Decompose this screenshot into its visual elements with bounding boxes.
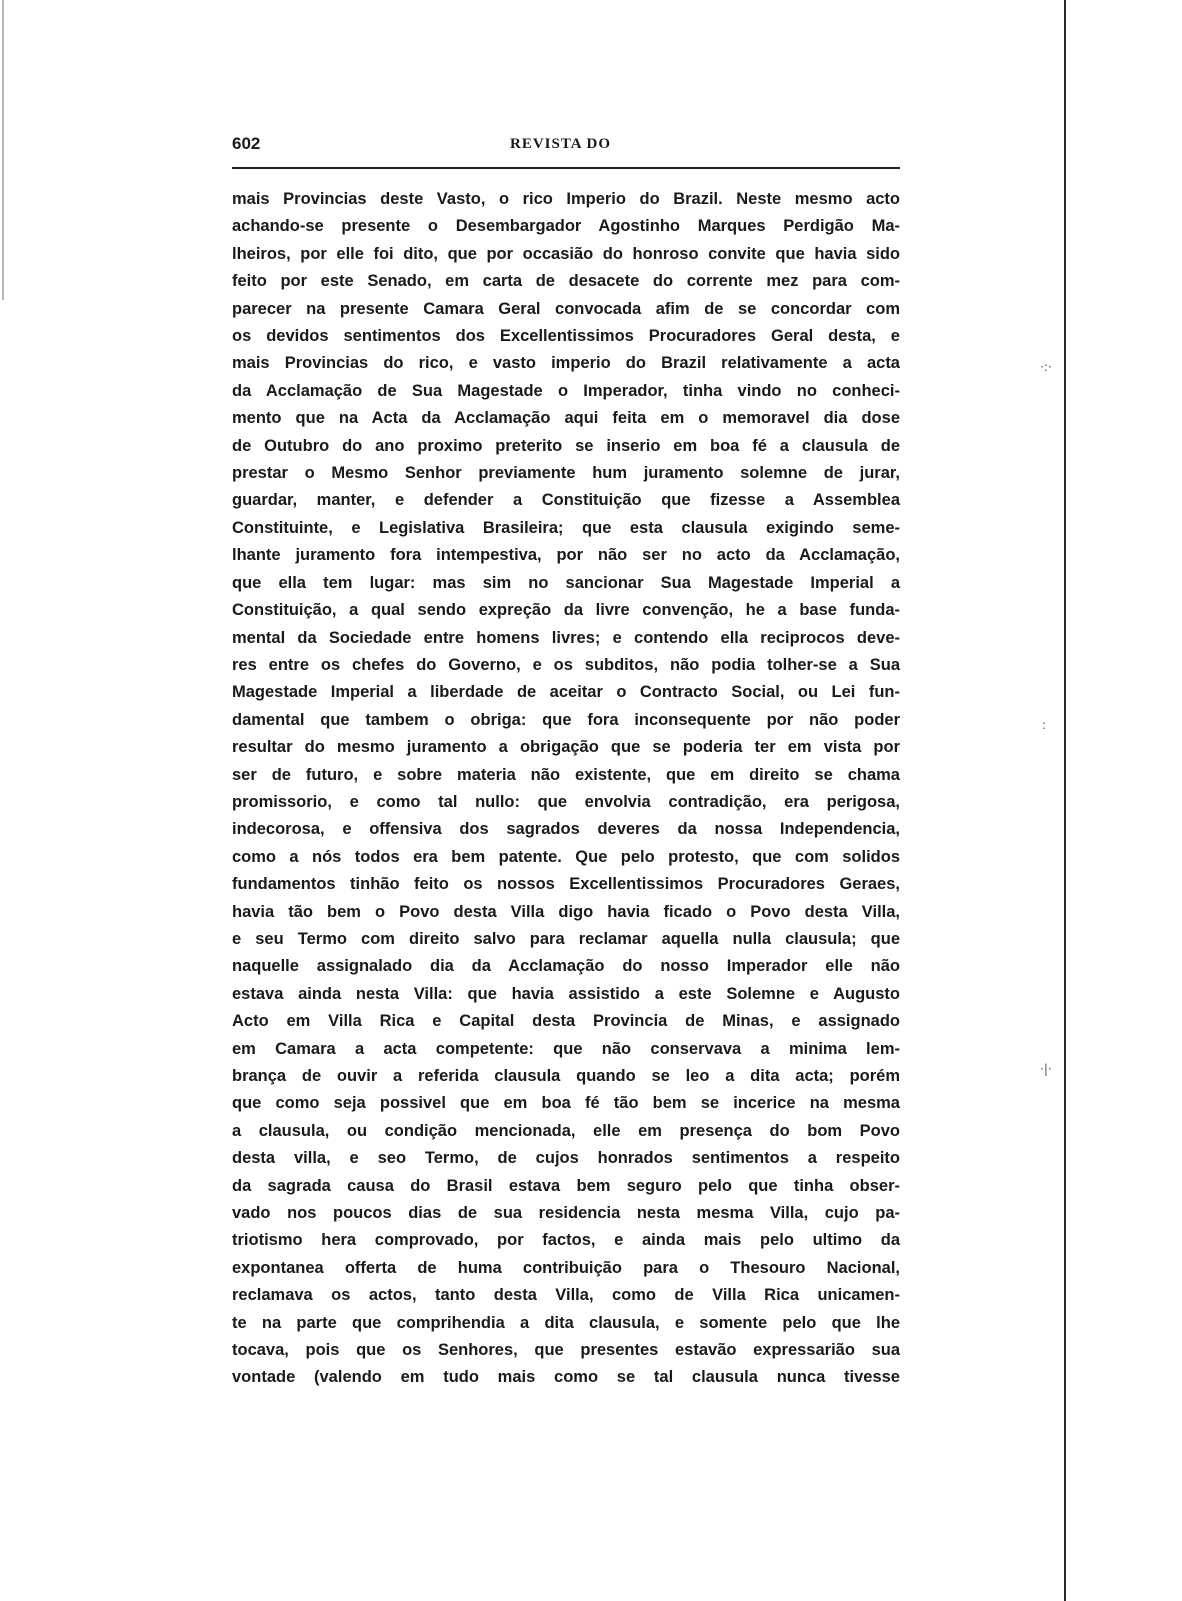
text-line: mais Provincias deste Vasto, o rico Imperio do Brazil. Neste mesmo acto (232, 190, 900, 208)
text-line: que como seja possivel que em boa fé tão bem se incerice na mesma (232, 1094, 900, 1113)
text-line: mental da Sociedade entre homens livres; e contendo ella reciprocos deve- (232, 628, 900, 647)
text-line: parecer na presente Camara Geral convocada afim de se concordar com (232, 299, 900, 318)
text-line: desta villa, e seo Termo, de cujos honrados sentimentos a respeito (232, 1149, 900, 1168)
text-line: indecorosa, e offensiva dos sagrados deveres da nossa Independencia, (232, 820, 900, 839)
text-line: damental que tambem o obriga: que fora inconsequente por não poder (232, 710, 900, 729)
text-line: lheiros, por elle foi dito, que por occasião do honroso convite que havia sido (232, 244, 900, 263)
text-line: naquelle assignalado dia da Acclamação do nosso Imperador elle não (232, 957, 900, 976)
text-line: brança de ouvir a referida clausula quando se leo a dita acta; porém (232, 1067, 900, 1085)
text-line: lhante juramento fora intempestiva, por não ser no acto da Acclamação, (232, 546, 900, 565)
text-line: tocava, pois que os Senhores, que presentes estavão expressarião sua (232, 1341, 900, 1360)
text-line: como a nós todos era bem patente. Que pelo protesto, que com solidos (232, 847, 900, 866)
text-line: promissorio, e como tal nullo: que envolvia contradição, era perigosa, (232, 792, 900, 811)
margin-mark: ·:· (1040, 360, 1052, 374)
header-rule (232, 167, 900, 169)
text-line: Acto em Villa Rica e Capital desta Provincia de Minas, e assignado (232, 1012, 900, 1031)
text-line: resultar do mesmo juramento a obrigação que se poderia ter em vista por (232, 738, 900, 757)
text-line: ser de futuro, e sobre materia não existente, que em direito se chama (232, 765, 900, 784)
text-line: mento que na Acta da Acclamação aqui feita em o memoravel dia dose (232, 409, 900, 428)
text-line: Constituinte, e Legislativa Brasileira; que esta clausula exigindo seme- (232, 518, 900, 537)
text-line: te na parte que comprihendia a dita clausula, e somente pelo que lhe (232, 1313, 900, 1332)
text-line: reclamava os actos, tanto desta Villa, como de Villa Rica unicamen- (232, 1286, 900, 1305)
page-header (232, 134, 900, 164)
text-line: prestar o Mesmo Senhor previamente hum juramento solemne de jurar, (232, 464, 900, 483)
margin-mark: : (1042, 718, 1047, 732)
text-line: vado nos poucos dias de sua residencia nesta mesma Villa, cujo pa- (232, 1204, 900, 1223)
text-line: fundamentos tinhão feito os nossos Excellentissimos Procuradores Geraes, (232, 875, 900, 894)
text-line: de Outubro do ano proximo preterito se inserio em boa fé a clausula de (232, 436, 900, 455)
text-line: Constituição, a qual sendo expreção da livre convenção, he a base funda- (232, 601, 900, 620)
text-line: vontade (valendo em tudo mais como se tal clausula nunca tivesse (232, 1368, 900, 1387)
text-line: achando-se presente o Desembargador Agostinho Marques Perdigão Ma- (232, 217, 900, 236)
text-line: feito por este Senado, em carta de desacete do corrente mez para com- (232, 272, 900, 291)
text-line: mais Provincias do rico, e vasto imperio do Brazil relativamente a acta (232, 354, 900, 373)
text-line: os devidos sentimentos dos Excellentissimos Procuradores Geral desta, e (232, 327, 900, 346)
text-line: triotismo hera comprovado, por factos, e ainda mais pelo ultimo da (232, 1231, 900, 1250)
text-line: da sagrada causa do Brasil estava bem seguro pelo que tinha obser- (232, 1176, 900, 1195)
scan-edge-right (1064, 0, 1066, 1601)
text-line: a clausula, ou condição mencionada, elle em presença do bom Povo (232, 1121, 900, 1140)
margin-mark: ·|· (1040, 1062, 1052, 1076)
text-line: guardar, manter, e defender a Constituição que fizesse a Assemblea (232, 491, 900, 510)
text-line: e seu Termo com direito salvo para reclamar aquella nulla clausula; que (232, 929, 900, 948)
text-line: expontanea offerta de huma contribuição para o Thesouro Nacional, (232, 1258, 900, 1277)
text-line: Magestade Imperial a liberdade de aceitar o Contracto Social, ou Lei fun- (232, 683, 900, 702)
text-line: havia tão bem o Povo desta Villa digo havia ficado o Povo desta Villa, (232, 902, 900, 921)
page-number: 602 (232, 134, 261, 153)
text-line: da Acclamação de Sua Magestade o Imperador, tinha vindo no conheci- (232, 381, 900, 400)
scan-edge-left (2, 0, 4, 300)
text-line: estava ainda nesta Villa: que havia assistido a este Solemne e Augusto (232, 984, 900, 1003)
text-line: em Camara a acta competente: que não conservava a minima lem- (232, 1039, 900, 1058)
text-line: que ella tem lugar: mas sim no sancionar Sua Magestade Imperial a (232, 573, 900, 592)
text-line: res entre os chefes do Governo, e os subditos, não podia tolher-se a Sua (232, 655, 900, 674)
running-head: REVISTA DO (510, 136, 611, 152)
body-text (232, 186, 900, 1392)
